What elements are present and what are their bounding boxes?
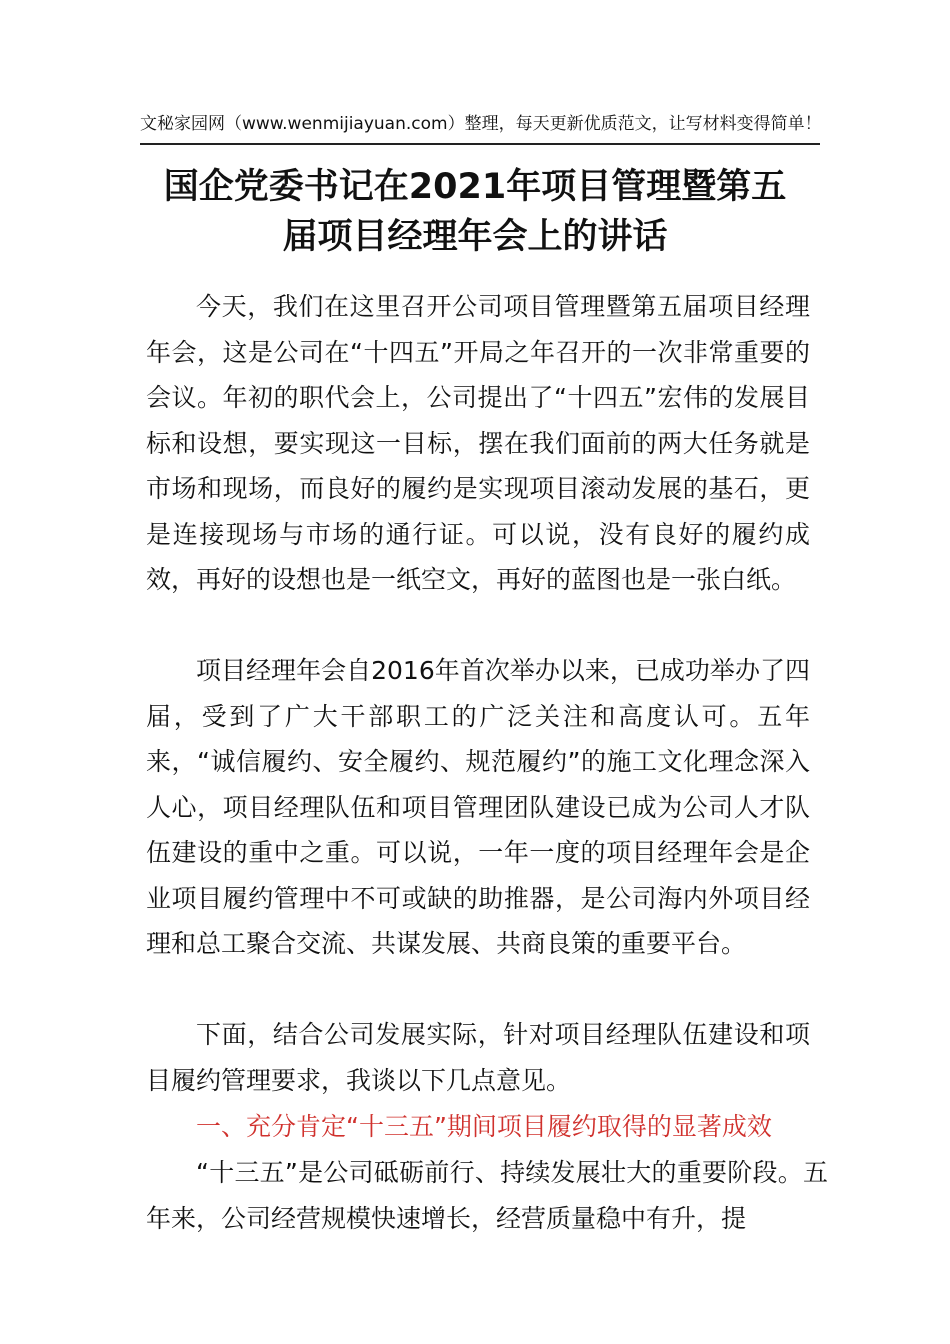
paragraph-2-text: 项目经理年会自2016年首次举办以来，已成功举办了四届，受到了广大干部职工的广泛关注和高度认可。五年来，“诚信履约、安全履约、规范履约”的施工文化理念深入人心，项目经理队伍和项目管理团队建设已成为公司人才队伍建设的重中之重。可以说，一年一度的项目经理年会是企业项目履约管理中不可或缺的助推器，是公司海内外项目经理和总工聚合交流、共谋发展、共商良策的重要平台。 [146, 656, 810, 958]
paragraph-1 [146, 284, 810, 603]
paragraph-2 [146, 648, 810, 967]
paragraph-3 [146, 1012, 810, 1103]
source-header: 文秘家园网（www.wenmijiayuan.com）整理，每天更新优质范文，让写材料变得简单！ [140, 114, 822, 134]
header-divider [140, 143, 820, 145]
section-paragraph-text: “十三五”是公司砥砺前行、持续发展壮大的重要阶段。五年来，公司经营规模快速增长，经营质量稳中有升，提 [146, 1158, 828, 1233]
document-title-line-2: 届项目经理年会上的讲话 [282, 217, 668, 257]
paragraph-3-text: 下面，结合公司发展实际，针对项目经理队伍建设和项目履约管理要求，我谈以下几点意见。 [146, 1020, 810, 1095]
section-heading: 一、充分肯定“十三五”期间项目履约取得的显著成效 [196, 1112, 772, 1141]
paragraph-1-text: 今天，我们在这里召开公司项目管理暨第五届项目经理年会，这是公司在“十四五”开局之年召开的一次非常重要的会议。年初的职代会上，公司提出了“十四五”宏伟的发展目标和设想，要实现这一目标，摆在我们面前的两大任务就是市场和现场，而良好的履约是实现项目滚动发展的基石，更是连接现场与市场的通行证。可以说，没有良好的履约成效，再好的设想也是一纸空文，再好的蓝图也是一张白纸。 [146, 292, 810, 594]
section-paragraph [146, 1150, 828, 1241]
document-title-line-1: 国企党委书记在2021年项目管理暨第五 [163, 167, 787, 207]
